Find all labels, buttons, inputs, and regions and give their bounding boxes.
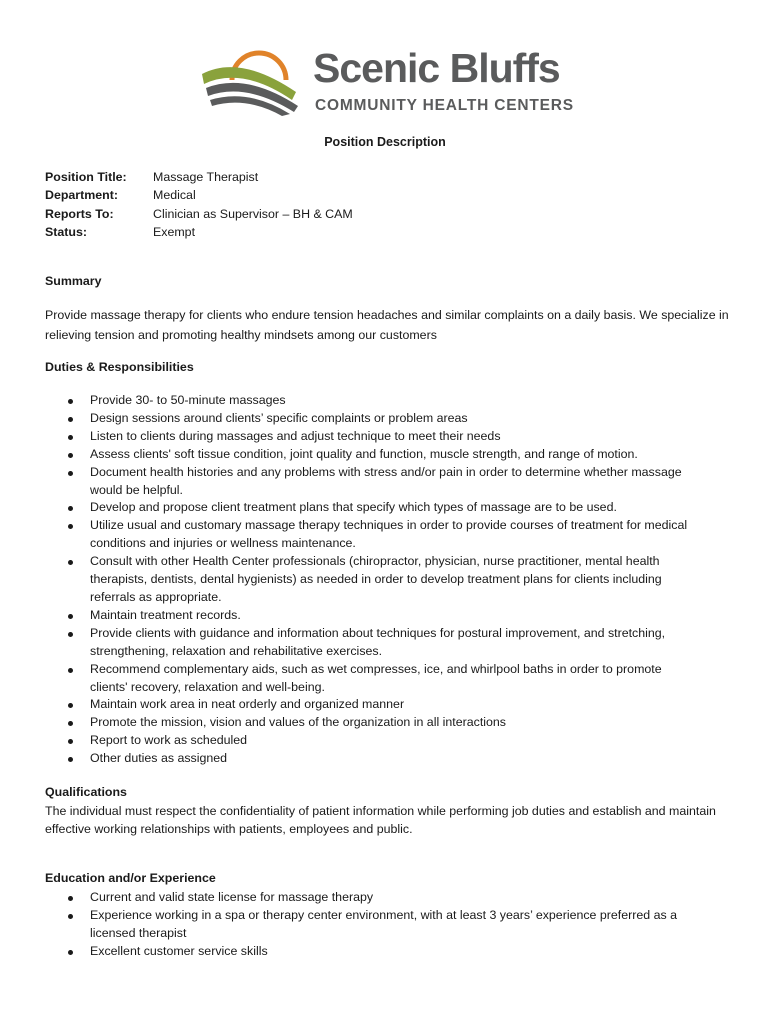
- scenic-bluffs-logo-icon: [200, 44, 310, 116]
- meta-value: Clinician as Supervisor – BH & CAM: [153, 206, 353, 221]
- list-item: Recommend complementary aids, such as wet compresses, ice, and whirlpool baths in order to promote clients' recovery, relaxation and well-being.: [0, 661, 700, 697]
- list-item: Utilize usual and customary massage therapy techniques in order to provide courses of treatment for medical conditions and injuries or wellness maintenance.: [0, 517, 700, 553]
- list-item: Maintain treatment records.: [0, 607, 700, 625]
- list-item: Assess clients' soft tissue condition, joint quality and function, muscle strength, and range of motion.: [0, 446, 700, 464]
- list-item: Consult with other Health Center professionals (chiropractor, physician, nurse practitioner, mental health therapists, dentists, dental hygienists) as needed in order to develop treatment plans for clients including referrals as appropriate.: [0, 553, 700, 607]
- qualifications-text: The individual must respect the confidentiality of patient information while performing job duties and establish and maintain effective working relationships with patients, employees and public.: [45, 804, 716, 837]
- document-title: Position Description: [324, 135, 446, 149]
- list-item: Report to work as scheduled: [0, 732, 700, 750]
- position-meta: [45, 168, 353, 241]
- brand-subtitle: COMMUNITY HEALTH CENTERS: [315, 97, 574, 114]
- summary-heading: Summary: [45, 274, 102, 288]
- list-item: Provide 30- to 50-minute massages: [0, 392, 700, 410]
- meta-label: Position Title:: [45, 170, 127, 184]
- meta-value: Massage Therapist: [153, 170, 259, 184]
- summary-text: Provide massage therapy for clients who endure tension headaches and similar complaints on a daily basis. We specialize in relieving tension and promoting healthy mindsets among our customers: [45, 308, 729, 342]
- list-item: Design sessions around clients’ specific complaints or problem areas: [0, 410, 700, 428]
- list-item: Current and valid state license for massage therapy: [0, 889, 700, 907]
- duties-heading: Duties & Responsibilities: [45, 360, 194, 374]
- list-item: Maintain work area in neat orderly and organized manner: [0, 696, 700, 714]
- meta-row: [45, 168, 353, 186]
- meta-value: Exempt: [153, 224, 196, 239]
- meta-label: Status:: [45, 224, 87, 239]
- meta-row: [45, 223, 353, 241]
- list-item: Excellent customer service skills: [0, 943, 700, 961]
- qualifications-heading: Qualifications: [45, 785, 127, 799]
- meta-label: Department:: [45, 188, 118, 203]
- list-item: Other duties as assigned: [0, 750, 700, 768]
- list-item: Promote the mission, vision and values of the organization in all interactions: [0, 714, 700, 732]
- list-item: Listen to clients during massages and adjust technique to meet their needs: [0, 428, 700, 446]
- education-list: [0, 889, 700, 961]
- list-item: Experience working in a spa or therapy center environment, with at least 3 years’ experience preferred as a licensed therapist: [0, 907, 700, 943]
- list-item: Develop and propose client treatment plans that specify which types of massage are to be used.: [0, 499, 700, 517]
- education-heading: Education and/or Experience: [45, 871, 216, 885]
- duties-list: [0, 392, 700, 768]
- list-item: Document health histories and any problems with stress and/or pain in order to determine whether massage would be helpful.: [0, 464, 700, 500]
- meta-value: Medical: [153, 188, 196, 203]
- meta-label: Reports To:: [45, 206, 114, 221]
- list-item: Provide clients with guidance and information about techniques for postural improvement, and stretching, strengthening, relaxation and rehabilitative exercises.: [0, 625, 700, 661]
- brand-name: Scenic Bluffs: [313, 45, 560, 91]
- company-logo: [200, 40, 580, 125]
- meta-row: [45, 205, 353, 223]
- meta-row: [45, 186, 353, 204]
